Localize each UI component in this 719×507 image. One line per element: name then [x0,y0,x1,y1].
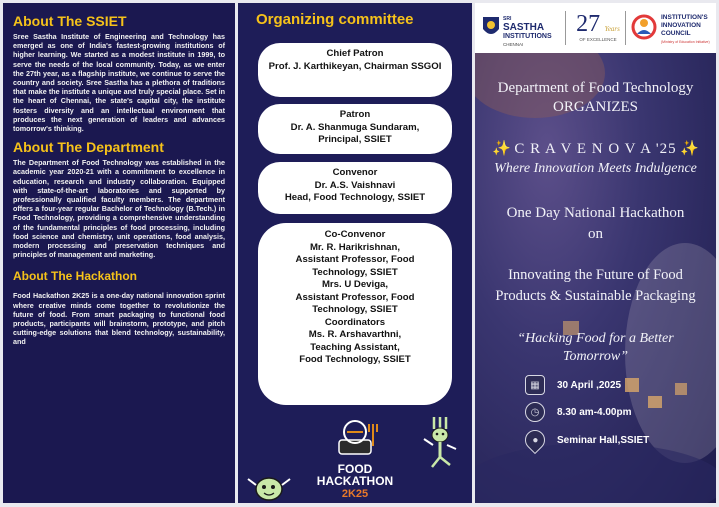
logo-band [475,3,716,53]
convenor-name: Dr. A.S. Vaishnavi [314,179,396,191]
logo-2k25-text: 2K25 [341,488,369,500]
event-tagline: Where Innovation Meets Indulgence [494,161,697,176]
middle-panel [238,3,472,503]
event-name: C R A V E N O V A '25 [514,141,677,157]
coordinator-line: Ms. R. Arshavarthni, [308,329,402,340]
iic-logo-icon [629,12,659,42]
chief-patron-role: Chief Patron [326,48,384,59]
event-date-row [525,375,621,395]
sparkle-icon: ✨ [491,141,511,157]
sastha-small-text: SRI [503,16,512,22]
sastha-logo [503,15,552,49]
co-convenor-role: Co-Convenor [324,229,386,240]
convenor-role: Convenor [332,167,378,178]
left-panel [3,3,235,503]
committee-heading: Organizing committee [256,11,414,28]
patron-name: Dr. A. Shanmuga Sundaram, [290,121,420,133]
mascot-left-icon [244,465,294,503]
iic-line3: COUNCIL [661,30,691,37]
event-venue: Seminar Hall,SSIET [557,434,650,446]
chef-hat-icon [325,418,385,458]
about-hackathon-heading: About The Hackathon [13,269,138,284]
event-quote-line1: “Hacking Food for a Better [517,331,674,346]
calendar-icon: ▦ [525,375,545,395]
event-venue-row [525,430,649,450]
event-time: 8.30 am-4.00pm [557,406,632,418]
convenor-designation: Head, Food Technology, SSIET [284,192,426,203]
event-theme-line1: Innovating the Future of Food [508,267,683,283]
about-ssiet-text: Sree Sastha Institute of Engineering and Technology has emerged as one of India's fastest-growing institutions of higher learning. We started as a modest institute in 1999, to serve the needs of the local community. Today, as we enter the 27th year, as a flagship institute, we continue to serve the country and society. Sree Sastha has a plethora of traditions that make the institute a unique and truly special place. Set in the heart of Chennai, the state's capital city, the institute fosters diversity and an intellectual environment that produces the next generation of leaders and advances tomorrow's thinking. [13,32,225,134]
food-hackathon-logo [304,418,406,503]
iic-line1: INSTITUTION'S [661,14,708,21]
co-convenor-line: Assistant Professor, Food [295,291,415,303]
location-pin-icon: ● [521,426,549,454]
years-number: 27 [576,11,601,37]
about-department-text: The Department of Food Technology was established in the academic year 2020-21 with a commitment to excellence in education, research and industry collaboration. Equipped with state-of-the-art laboratories and supported by professionally qualified faculty members. The department offers a four-year regular Bachelor of Technology (B.Tech.) in Food Technology, providing a comprehensive understanding of the fundamental principles of food processing, including food science and chemistry, unit operations, food analysis, modern processing and preservation techniques and principles of management and marketing. [13,158,225,260]
sastha-city-text: CHENNAI [503,42,524,47]
patron-role: Patron [339,109,371,120]
event-theme [475,265,716,307]
coordinator-line: Teaching Assistant, [310,341,400,353]
about-department-heading: About The Department [13,139,164,156]
iic-sub: (Ministry of Education Initiative) [661,40,710,44]
years-sub-text: OF EXCELLENCE [579,37,617,42]
fork-mascot-icon [420,413,460,469]
event-date: 30 April ,2025 [557,379,622,391]
co-convenor-line: Assistant Professor, Food [295,254,415,265]
event-name-row [475,139,716,158]
about-ssiet-heading: About The SSIET [13,13,127,29]
about-hackathon-text: Food Hackathon 2K25 is a one-day national innovation sprint where creative minds come together to revolutionize the future of food. From smart packaging to functional food products, participants will brainstorm, prototype, and pitch cutting-edge solutions that blend technology, sustainability, and [13,291,225,347]
department-title [475,79,716,117]
event-type-line1: One Day National Hackathon [506,205,685,221]
coordinator-line: Food Technology, SSIET [299,354,411,365]
iic-line2: INNOVATION [661,22,701,29]
logo-food-text: FOOD [337,462,373,476]
years-suffix: Years [604,25,620,33]
co-convenor-line: Technology, SSIET [312,304,398,315]
sparkle-icon: ✨ [680,141,700,157]
event-type-line2: on [588,226,603,242]
event-quote-line2: Tomorrow” [562,349,629,364]
co-convenor-line: Mrs. U Deviga, [321,279,389,290]
patron-designation: Principal, SSIET [318,134,392,145]
department-line2: ORGANIZES [553,99,638,115]
logo-hackathon-text: HACKATHON [316,474,394,488]
patron-card [258,104,452,154]
event-theme-line2: Products & Sustainable Packaging [495,288,696,304]
department-line1: Department of Food Technology [497,80,694,96]
co-convenor-line: Technology, SSIET [312,266,398,278]
sastha-sub-text: INSTITUTIONS [503,33,552,40]
years-logo [572,11,624,42]
clock-icon: ◷ [525,402,545,422]
chief-patron-name: Prof. J. Karthikeyan, Chairman SSGOI [268,60,442,72]
co-convenor-card [258,223,452,405]
event-time-row [525,402,632,422]
event-quote [485,330,706,366]
sastha-crest-icon [481,15,501,41]
co-convenor-line: Mr. R. Harikrishnan, [309,241,401,253]
right-panel [475,3,716,503]
sastha-name-text: SASTHA [503,22,545,33]
chief-patron-card [258,43,452,97]
logo-divider [625,11,626,45]
coordinators-role: Coordinators [324,316,386,328]
convenor-card [258,162,452,214]
logo-divider [565,11,566,45]
event-type [475,203,716,245]
iic-logo-text [661,14,710,46]
